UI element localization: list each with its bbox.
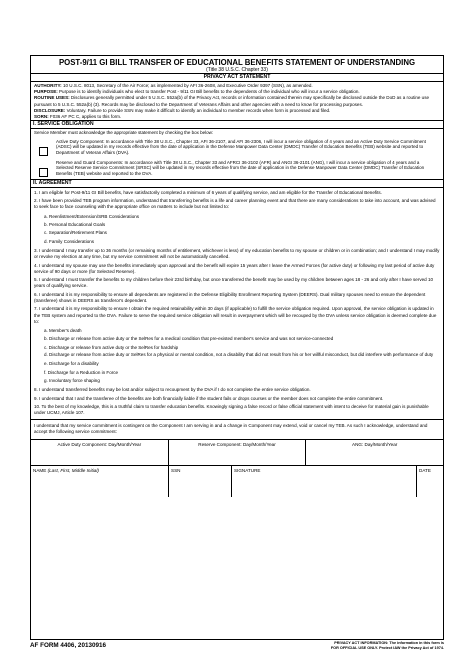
privacy-act-heading: PRIVACY ACT STATEMENT [31,73,443,82]
active-duty-checkbox[interactable] [39,147,48,156]
form-subtitle: (Title 38 U.S.C. Chapter 33) [206,67,268,73]
reserve-guard-checkbox[interactable] [39,168,48,177]
agreement-item-7-list [34,327,440,385]
agreement-item-1: 1. I am eligible for Post-9/11 GI Bill benefits, have satisfactorily completed a minimum of 6 years of qualifying service, and am eligible for the Transfer of Educational Benefits. [34,189,382,195]
name-field[interactable] [31,466,168,497]
authority-text: 10 U.S.C. 8013, Secretary of the Air Force; as implemented by AFI 36-2608, and Executive Order 9397 (SSN), as amended. [62,83,313,88]
form-number: AF FORM 4406, 20130916 [30,642,106,649]
list-item: d. Discharge or release from active duty or SelRes for a physical or mental condition, not a disability that did not result from his or her willful misconduct, but did interfere with performance of duty [44,352,434,358]
disclosure-text: Voluntary. Failure to provide SSN may make it difficult to identify an individual to member records when form is processed and filed. [66,107,331,113]
privacy-notice-line-1: PRIVACY ACT INFORMATION: The information in this form is [334,641,444,645]
list-item: b. Personal Educational Goals [44,222,106,228]
active-duty-date-field[interactable]: Active Duty Component: Day/Month/Year [57,441,142,447]
active-duty-option [31,137,443,158]
ssn-label: SSN [171,467,181,473]
ang-date-field[interactable]: ANG: Day/Month/Year [305,440,443,465]
section-1-heading: I. SERVICE OBLIGATION [31,120,443,129]
purpose-text: Purpose is to identify individuals who elect to transfer Post - 9/11 GI Bill benefits to the dependents of the individual who will incur a service obligation. [59,89,360,95]
component-acknowledgement: I understand that my service commitment is contingent on the Component I am serving in and a change in Component may extend, void or cancel my TEB. As such I acknowledge, understand and accept the following service commitment: [31,419,443,439]
signature-label: SIGNATURE [234,467,261,473]
purpose-label: PURPOSE: [34,89,58,95]
list-item: c. Discharge or release from active duty or the SelRes for hardship [44,344,179,350]
form-body [30,55,444,640]
agreement-item-8: 8. I understand transferred benefits may be lost and/or subject to recoupment by the DVA if I do not complete the entire service obligation. [34,387,311,393]
agreement-item-3: 3. I understand I may transfer up to 36 months (or remaining months of entitlement, whichever is less) of my education benefits to my spouse or children or in combination; and I understand I may modify or revoke my election at any time, but my service commitment will not be automatically cancelled. [34,247,440,260]
agreement-item-2: 2. I have been provided TEB program information, understand that transferring benefits is a life and career planning event and that there are many considerations to take into account, and was advised to seek face to face counseling with the appropriate office on matters to include but not limited to: [34,198,436,210]
list-item: e. Discharge for a disability [44,361,99,367]
sorn-text: F036 AF PC C, applies to this form. [49,114,122,120]
agreement-item-10: 10. To the best of my knowledge, this is a truthful claim to transfer education benefits. Knowingly signing a false record or false official statement with intent to deceive for material gain is punishable under UCMJ, Article 107. [34,403,429,416]
section-2-heading: II. AGREEMENT [31,179,443,188]
routine-uses-text: Disclosures generally permitted under 5 U.S.C. 552a(b) of the Privacy Act, records or information contained therein may specifically be disclosed outside the DoD as a routine use pursuant to 5 U.S.C. 552a(b) (3). Records may be disclosed to the Department of Veterans Affairs and other agencies with a need to know for processing purposes. [34,95,430,107]
name-qualifier: (Last, First, Middle Initial) [47,467,99,473]
privacy-notice [300,641,444,651]
list-item: a. Member's death [44,328,82,334]
routine-uses-line [34,95,440,107]
name-label: NAME [33,467,47,473]
section-1-instruction: Service Member must acknowledge the appropriate statement by checking the box below: [34,130,214,136]
reserve-guard-option-text: Reserve and Guard Components: In accordance with Title 38 U.S.C., Chapter 33 and AFRCI 36-2102 (AFR) and ANGI 36-2101 (ANG), I will incur a service obligation of 4 years and a Selected Reserve Service Commitment (SRSC) will be updated in my records effective from the date of application in the Defense Manpower Data Center (DMDC) Transfer of Education Benefits (TEB) website and reported to the DVA. [56,159,425,176]
date-field[interactable] [416,466,443,497]
list-item: f. Discharge for a Reduction in Force [44,369,119,375]
routine-uses-label: ROUTINE USES: [34,95,70,101]
active-duty-option-text: Active Duty Component: In accordance with Title 38 U.S.C., Chapter 33, AFI 36-2107, and AFI 36-2306, I will incur a service obligation of 4 years and an Active Duty Service Commitment (ADSC) will be updated in my records effective from the date of application in the Defense Manpower Data Center (DMDC) Transfer of Education Benefits (TEB) website and reported to Department of Veteran Affairs (DVA). [56,138,426,155]
form-title: POST-9/11 GI BILL TRANSFER OF EDUCATIONAL BENEFITS STATEMENT OF UNDERSTANDING [58,58,416,67]
authority-label: AUTHORITY: [34,83,62,88]
signature-field[interactable] [231,466,416,497]
reserve-date-field[interactable]: Reserve Component: Day/Month/Year [168,440,306,465]
privacy-notice-line-2: FOR OFFICIAL USE ONLY. Protect IAW the Privacy Act of 1974. [330,646,444,650]
commitment-date-fields [31,439,443,465]
reserve-guard-option [31,158,443,179]
list-item: c. Separation/Retirement Plans [44,230,107,236]
signature-block [31,465,443,497]
agreement-item-7: 7. I understand it is my responsibility to ensure I obtain the required retainability within 30 days (if applicable) to fulfill the service obligation required. Upon approval, the service obligation is updated in the TEB system and reported to the DVA. Failure to serve the required service obligation will result in overpayment which will be recouped by the DVA unless service obligation is deemed complete due to: [34,306,437,324]
list-item: g. Involuntary force shaping [44,377,100,383]
list-item: b. Discharge or release from active duty or the SelRes for a medical condition that pre-existed member's service and was not service-connected [44,336,334,342]
agreement-item-4: 4. I understand my spouse may use the benefits immediately upon approval and the benefit will expire 15 years after I leave the Armed Forces (for active duty) or following my last period of active duty service of 90 days or more (for Selected Reserve). [34,262,435,274]
section-2-body [31,188,443,417]
list-item: d. Family Considerations [44,238,95,244]
agreement-item-9: 9. I understand that I and the transferee of the benefits are both financially liable if the student fails or drops courses or the member does not complete the entire commitment. [34,395,384,401]
agreement-item-6: 6. I understand it is my responsibility to ensure all dependents are registered in the Defense Eligibility Enrollment Reporting System (DEERS). Dual military spouses need to ensure the dependent (transferee) shows in DEERS as transferor's dependent. [34,291,426,303]
disclosure-label: DISCLOSURE: [34,107,66,113]
agreement-item-5: 5. I understand I must transfer the benefits to my children before their 23rd birthday, but once transferred the benefit may be used by my children between ages 18 - 26 and only after I have served 10 years of qualifying service. [34,277,434,289]
ssn-field[interactable] [168,466,231,497]
privacy-act-statement [31,82,443,120]
sorn-label: SORN: [34,114,49,120]
list-item: a. Reenlistment/Extension/SRB Considerations [44,213,140,219]
agreement-item-2-list [34,213,440,246]
date-label: DATE [419,467,431,473]
